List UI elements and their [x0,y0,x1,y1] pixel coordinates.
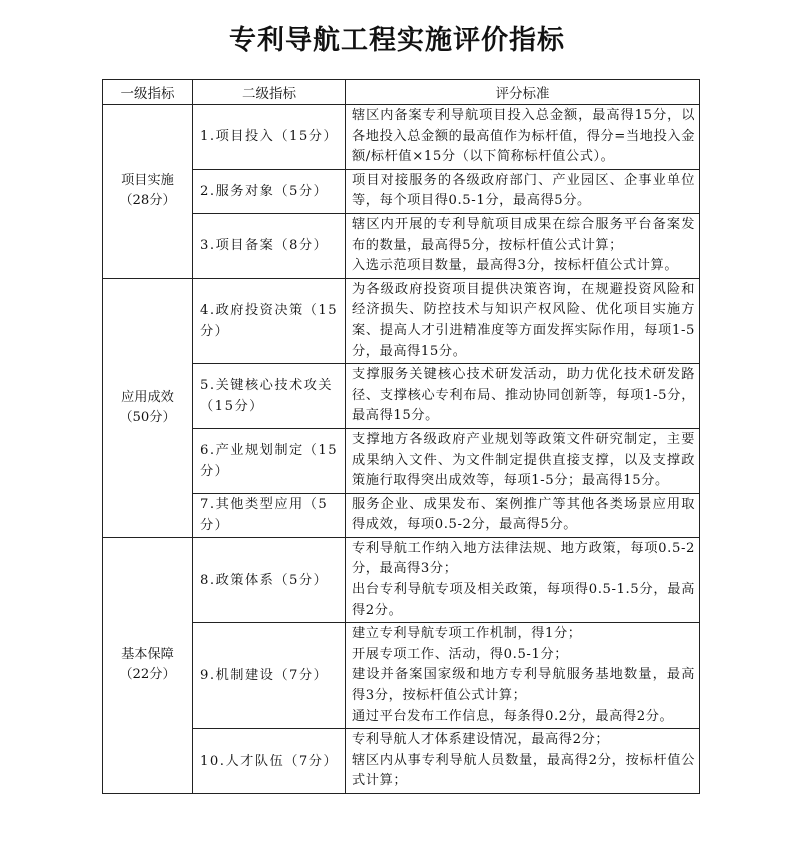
level2-cell: 7.其他类型应用（5分） [193,493,346,537]
criteria-cell [346,364,700,429]
criteria-line: 辖区内开展的专利导航项目成果在综合服务平台备案发布的数量，最高得5分，按标杆值公式计算； [352,216,695,253]
level2-cell: 9.机制建设（7分） [193,623,346,729]
table-row [103,493,700,537]
table-row [103,105,700,170]
level1-cell [103,278,193,537]
table-row [103,623,700,729]
criteria-cell [346,623,700,729]
level1-score: （28分） [119,193,176,209]
criteria-cell [346,493,700,537]
criteria-line: 通过平台发布工作信息，每条得0.2分，最高得2分。 [352,708,674,724]
criteria-cell [346,169,700,213]
level2-cell: 2.服务对象（5分） [193,169,346,213]
criteria-cell [346,213,700,278]
header-level2: 二级指标 [193,80,346,105]
level1-cell [103,105,193,279]
criteria-line: 建设并备案国家级和地方专利导航服务基地数量，最高得3分，按标杆值公式计算； [352,667,695,704]
level1-cell [103,537,193,793]
table-header-row [103,80,700,105]
criteria-line: 项目对接服务的各级政府部门、产业园区、企事业单位等，每个项目得0.5-1分，最高得5分。 [352,172,695,209]
table-row [103,428,700,493]
level2-cell: 6.产业规划制定（15分） [193,428,346,493]
criteria-line: 为各级政府投资项目提供决策咨询，在规避投资风险和经济损失、防控技术与知识产权风险、优化项目实施方案、提高人才引进精准度等方面发挥实际作用，每项1-5分，最高得15分。 [352,281,695,359]
table-row [103,364,700,429]
header-level1: 一级指标 [103,80,193,105]
level1-score: （22分） [119,667,176,683]
criteria-cell [346,537,700,622]
table-row [103,169,700,213]
criteria-cell [346,105,700,170]
criteria-line: 专利导航工作纳入地方法律法规、地方政策，每项0.5-2分，最高得3分； [352,540,695,577]
level1-name: 基本保障 [121,647,174,663]
table-row [103,537,700,622]
level2-cell: 5.关键核心技术攻关（15分） [193,364,346,429]
level1-name: 应用成效 [121,389,174,405]
level2-cell: 10.人才队伍（7分） [193,729,346,794]
criteria-line: 入选示范项目数量，最高得3分，按标杆值公式计算。 [352,258,679,274]
level2-cell: 8.政策体系（5分） [193,537,346,622]
criteria-line: 辖区内备案专利导航项目投入总金额，最高得15分，以各地投入总金额的最高值作为标杆值，得分=当地投入金额/标杆值×15分（以下简称标杆值公式）。 [352,108,695,165]
criteria-line: 支撑地方各级政府产业规划等政策文件研究制定，主要成果纳入文件、为文件制定提供直接支撑，以及支撑政策施行取得突出成效等，每项1-5分；最高得15分。 [352,431,695,489]
table-row [103,213,700,278]
criteria-line: 出台专利导航专项及相关政策，每项得0.5-1.5分，最高得2分。 [352,582,695,618]
level2-cell: 3.项目备案（8分） [193,213,346,278]
level2-cell: 4.政府投资决策（15分） [193,278,346,363]
level1-name: 项目实施 [121,173,174,189]
criteria-line: 支撑服务关键核心技术研发活动，助力优化技术研发路径、支撑核心专利布局、推动协同创新等，每项1-5分，最高得15分。 [352,367,695,424]
table-row [103,278,700,363]
criteria-cell [346,729,700,794]
table-row [103,729,700,794]
criteria-cell [346,278,700,363]
level2-cell: 1.项目投入（15分） [193,105,346,170]
criteria-line: 辖区内从事专利导航人员数量，最高得2分，按标杆值公式计算； [352,752,695,789]
page-title: 专利导航工程实施评价指标 [229,25,565,56]
criteria-line: 建立专利导航专项工作机制，得1分； [352,626,582,642]
criteria-line: 专利导航人才体系建设情况，最高得2分； [352,732,610,748]
criteria-line: 开展专项工作、活动，得0.5-1分； [352,646,569,662]
criteria-line: 服务企业、成果发布、案例推广等其他各类场景应用取得成效，每项0.5-2分，最高得5分。 [352,496,695,533]
header-criteria: 评分标准 [346,80,700,105]
level1-score: （50分） [119,409,176,425]
evaluation-table [102,79,700,794]
criteria-cell [346,428,700,493]
